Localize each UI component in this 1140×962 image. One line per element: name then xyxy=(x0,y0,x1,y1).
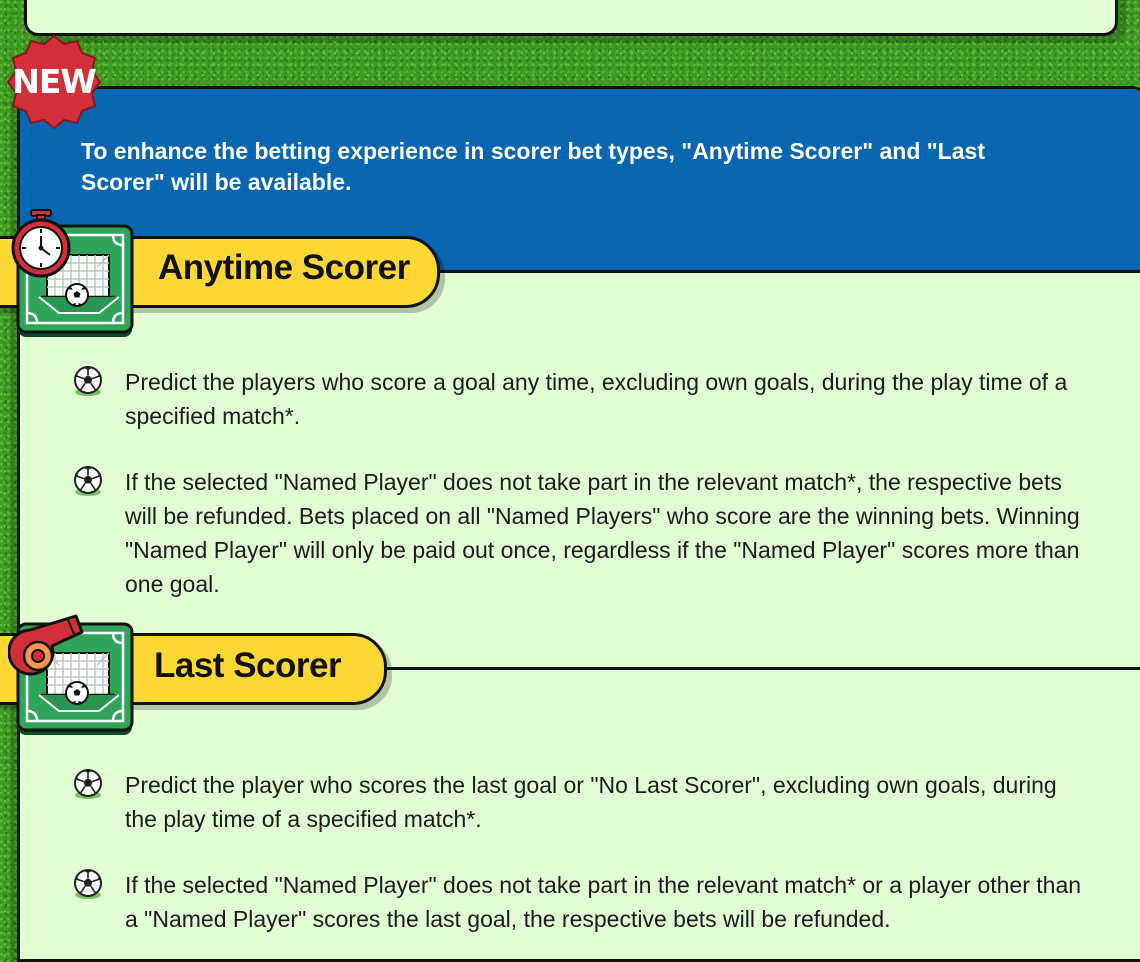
stopwatch-icon xyxy=(9,207,75,281)
previous-info-card xyxy=(24,0,1118,36)
soccer-ball-icon xyxy=(71,767,105,801)
whistle-icon xyxy=(8,612,86,682)
soccer-ball-icon xyxy=(71,867,105,901)
badge-label: NEW xyxy=(12,62,96,101)
section-title: Anytime Scorer xyxy=(158,248,410,287)
soccer-ball-icon xyxy=(71,364,105,398)
section-title: Last Scorer xyxy=(154,646,342,685)
list-item: Predict the players who score a goal any time, excluding own goals, during the play time of a specified match*. xyxy=(125,369,1068,429)
info-card xyxy=(17,86,1140,962)
new-badge xyxy=(2,32,106,132)
soccer-ball-icon xyxy=(71,464,105,498)
list-item: If the selected "Named Player" does not take part in the relevant match* or a player other than a "Named Player" scores the last goal, the respective bets will be refunded. xyxy=(125,872,1082,932)
intro-text: To enhance the betting experience in scorer bet types, "Anytime Scorer" and "Last Scorer" will be available. xyxy=(81,138,985,195)
list-item: Predict the player who scores the last goal or "No Last Scorer", excluding own goals, during the play time of a specified match*. xyxy=(125,772,1057,832)
list-item: If the selected "Named Player" does not take part in the relevant match*, the respective bets will be refunded. Bets placed on all "Named Players" who score are the winning bets. Winning "Named Player" will only be paid out once, regardless if the "Named Player" scores more than one goal. xyxy=(125,469,1080,597)
